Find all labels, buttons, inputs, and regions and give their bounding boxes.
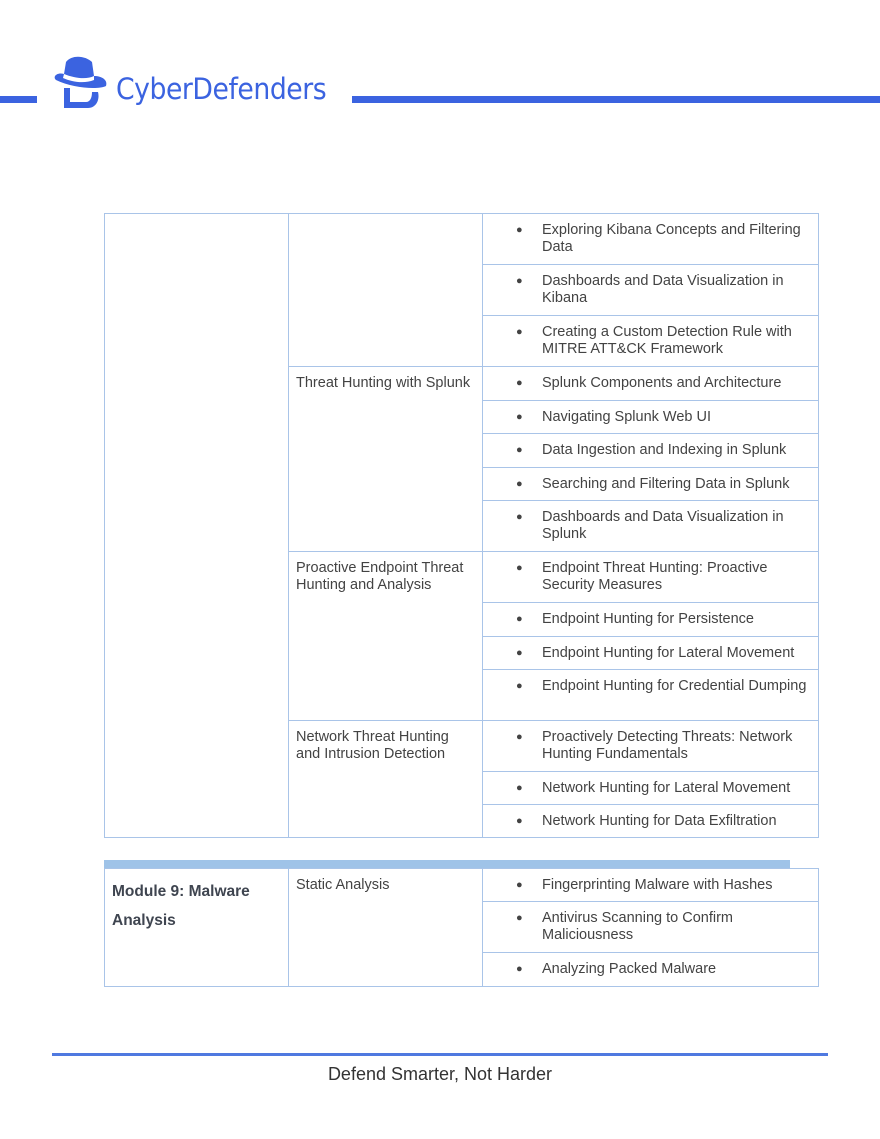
lesson-title: Dashboards and Data Visualization in Kibana [542, 273, 784, 306]
list-item [483, 637, 818, 662]
topic-title: Threat Hunting with Splunk [296, 375, 471, 391]
lesson-cell [483, 953, 819, 987]
bullet-icon: ● [516, 326, 523, 338]
topic-cell [289, 367, 483, 552]
bullet-icon: ● [516, 613, 523, 625]
topic-cell [289, 721, 483, 838]
lesson-cell [483, 552, 819, 603]
list-item [483, 721, 818, 763]
module-cell [105, 214, 289, 838]
brand-name: CyberDefenders [116, 72, 327, 106]
footer-tagline: Defend Smarter, Not Harder [327, 1064, 553, 1084]
list-item [483, 772, 818, 797]
bullet-icon: ● [516, 680, 523, 692]
lesson-title: Fingerprinting Malware with Hashes [542, 877, 773, 893]
topic-title: Proactive Endpoint Threat Hunting and Analysis [296, 560, 464, 593]
lesson-cell [483, 434, 819, 468]
lesson-title: Creating a Custom Detection Rule with MITRE ATT&CK Framework [542, 324, 792, 357]
table-row [105, 214, 819, 265]
bullet-icon: ● [516, 963, 523, 975]
bullet-icon: ● [516, 912, 523, 924]
lesson-cell [483, 468, 819, 501]
list-item [483, 902, 818, 944]
table-row [105, 869, 819, 902]
topic-title: Static Analysis [296, 877, 390, 893]
bullet-icon: ● [516, 647, 523, 659]
bullet-icon: ● [516, 411, 523, 423]
list-item [483, 805, 818, 830]
list-item [483, 552, 818, 594]
list-item [483, 869, 818, 894]
list-item [483, 670, 818, 695]
header-rule-left [0, 96, 37, 103]
lesson-cell [483, 670, 819, 721]
bullet-icon: ● [516, 879, 523, 891]
lesson-cell [483, 214, 819, 265]
lesson-title: Analyzing Packed Malware [542, 961, 717, 977]
topic-cell [289, 214, 483, 367]
bullet-icon: ● [516, 275, 523, 287]
lesson-cell [483, 401, 819, 434]
lesson-title: Splunk Components and Architecture [542, 375, 782, 391]
bullet-icon: ● [516, 731, 523, 743]
list-item [483, 953, 818, 978]
topic-cell [289, 869, 483, 987]
topic-title: Network Threat Hunting and Intrusion Detection [296, 729, 449, 762]
list-item [483, 434, 818, 459]
list-item [483, 367, 818, 392]
list-item [483, 501, 818, 543]
lesson-title: Network Hunting for Data Exfiltration [542, 813, 777, 829]
header-rule-right [352, 96, 880, 103]
list-item [483, 401, 818, 426]
lesson-cell [483, 316, 819, 367]
bullet-icon: ● [516, 478, 523, 490]
lesson-cell [483, 265, 819, 316]
lesson-cell [483, 501, 819, 552]
lesson-title: Dashboards and Data Visualization in Splunk [542, 509, 784, 542]
lesson-title: Endpoint Hunting for Credential Dumping [542, 678, 807, 694]
lesson-cell [483, 721, 819, 772]
bullet-icon: ● [516, 562, 523, 574]
list-item [483, 316, 818, 358]
lesson-title: Endpoint Hunting for Persistence [542, 611, 754, 627]
lesson-title: Endpoint Threat Hunting: Proactive Security Measures [542, 560, 768, 593]
lesson-cell [483, 869, 819, 902]
topic-cell [289, 552, 483, 721]
table-header-bar [104, 860, 790, 868]
bullet-icon: ● [516, 815, 523, 827]
lesson-title: Searching and Filtering Data in Splunk [542, 476, 790, 492]
bullet-icon: ● [516, 377, 523, 389]
lesson-cell [483, 902, 819, 953]
lesson-title: Antivirus Scanning to Confirm Maliciousness [542, 910, 733, 943]
lesson-cell [483, 637, 819, 670]
module-cell [105, 869, 289, 987]
bullet-icon: ● [516, 782, 523, 794]
module-table [104, 213, 819, 838]
lesson-title: Network Hunting for Lateral Movement [542, 780, 791, 796]
bullet-icon: ● [516, 444, 523, 456]
module-9-table [104, 868, 819, 987]
lesson-title: Proactively Detecting Threats: Network Hunting Fundamentals [542, 729, 793, 762]
list-item [483, 265, 818, 307]
list-item [483, 603, 818, 628]
list-item [483, 468, 818, 493]
lesson-cell [483, 805, 819, 838]
lesson-title: Exploring Kibana Concepts and Filtering Data [542, 222, 801, 255]
lesson-title: Navigating Splunk Web UI [542, 409, 711, 425]
lesson-cell [483, 603, 819, 637]
list-item [483, 214, 818, 256]
cyberdefenders-hat-logo-icon [52, 54, 108, 110]
lesson-cell [483, 367, 819, 401]
bullet-icon: ● [516, 224, 523, 236]
lesson-cell [483, 772, 819, 805]
bullet-icon: ● [516, 511, 523, 523]
module-title: Module 9: Malware Analysis [112, 883, 250, 929]
lesson-title: Endpoint Hunting for Lateral Movement [542, 645, 795, 661]
footer-rule [52, 1053, 828, 1056]
lesson-title: Data Ingestion and Indexing in Splunk [542, 442, 787, 458]
